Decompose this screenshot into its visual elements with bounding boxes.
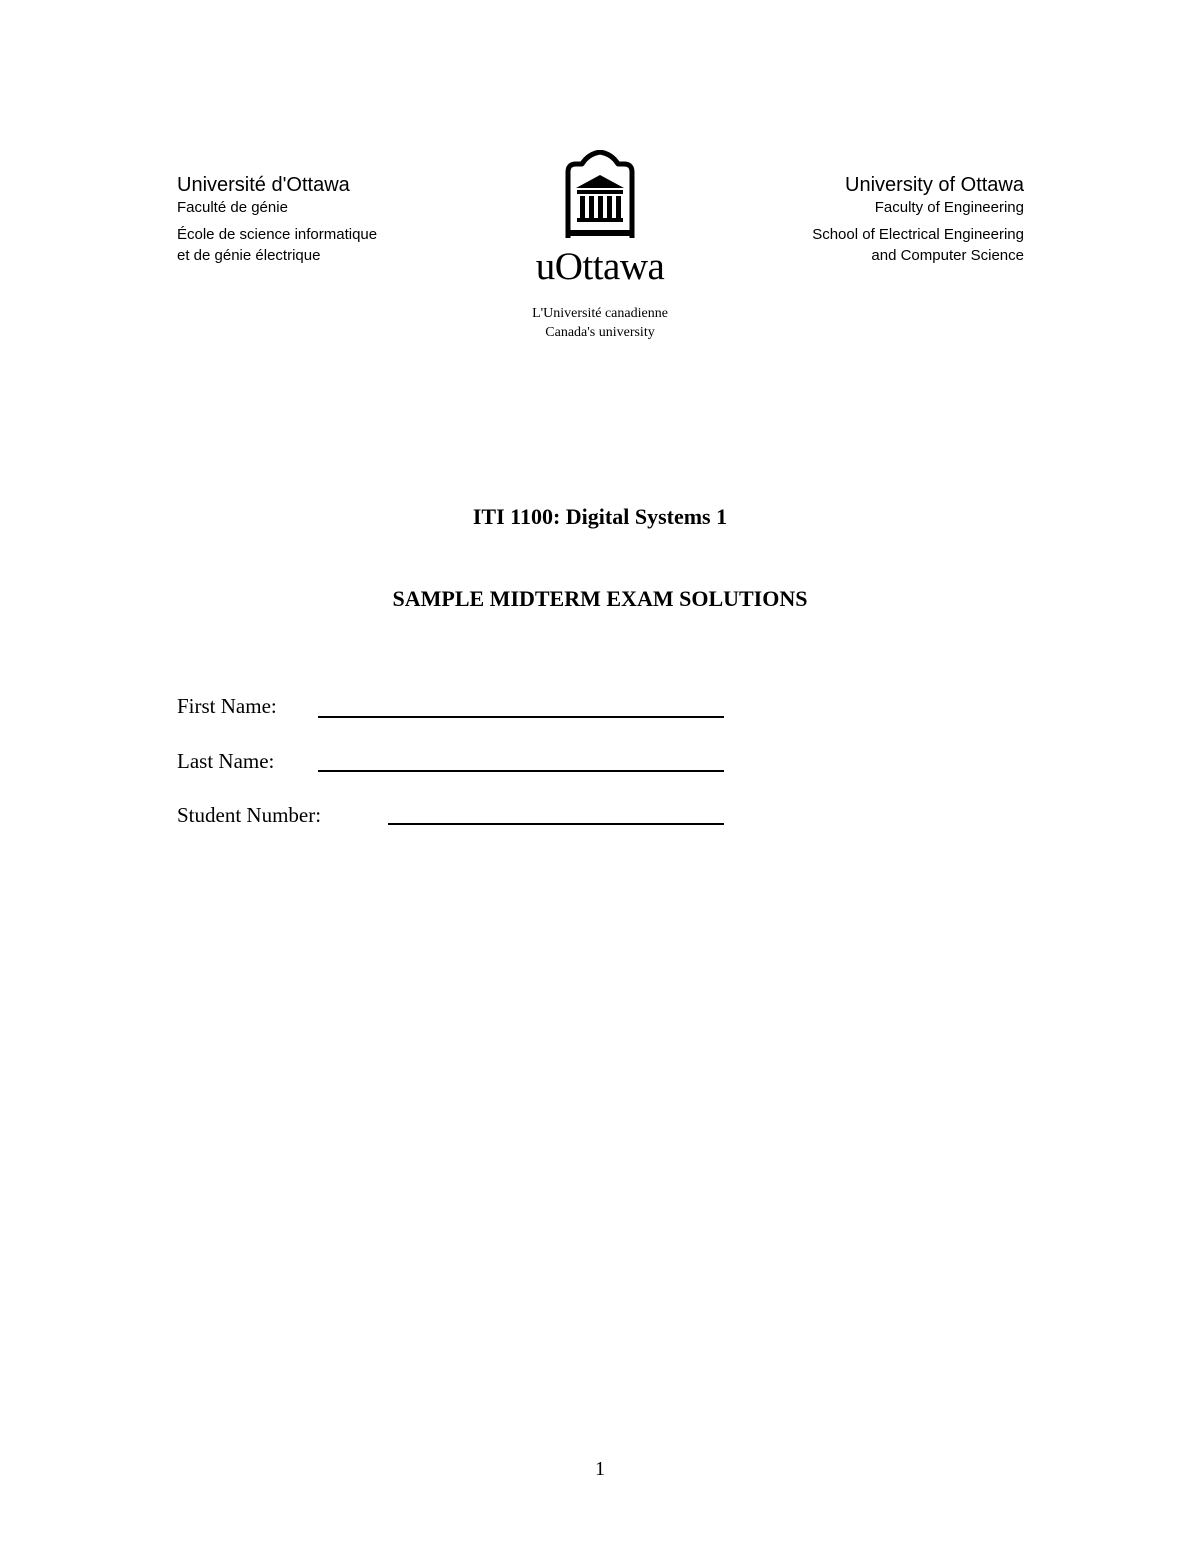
document-title: SAMPLE MIDTERM EXAM SOLUTIONS bbox=[392, 586, 808, 611]
last-name-blank-line bbox=[318, 770, 724, 772]
first-name-blank-line bbox=[318, 716, 724, 718]
institution-name-en: University of Ottawa bbox=[845, 174, 1024, 196]
first-name-label: First Name: bbox=[177, 694, 277, 718]
logo-tagline bbox=[460, 304, 740, 342]
school-name-en-line2: and Computer Science bbox=[871, 247, 1024, 264]
logo-tagline-en: Canada's university bbox=[545, 325, 655, 340]
logo-tagline-fr: L'Université canadienne bbox=[532, 306, 668, 321]
uottawa-crest-icon bbox=[560, 150, 640, 240]
faculty-name-en: Faculty of Engineering bbox=[874, 199, 1024, 216]
course-title: ITI 1100: Digital Systems 1 bbox=[472, 504, 728, 529]
school-name-fr-line2: et de génie électrique bbox=[177, 247, 321, 264]
page-number: 1 bbox=[595, 1458, 605, 1480]
student-number-blank-line bbox=[388, 823, 724, 825]
header-left-french bbox=[177, 174, 377, 266]
header-right-english bbox=[812, 174, 1024, 266]
student-number-label: Student Number: bbox=[177, 803, 322, 827]
school-name-en-line1: School of Electrical Engineering bbox=[812, 226, 1024, 243]
school-name-en bbox=[812, 224, 1024, 266]
school-name-fr bbox=[177, 224, 377, 266]
last-name-label: Last Name: bbox=[177, 749, 275, 773]
faculty-name-fr: Faculté de génie bbox=[177, 199, 288, 216]
school-name-fr-line1: École de science informatique bbox=[177, 226, 378, 243]
uottawa-wordmark: uOttawa bbox=[535, 245, 665, 288]
institution-name-fr: Université d'Ottawa bbox=[177, 174, 350, 196]
